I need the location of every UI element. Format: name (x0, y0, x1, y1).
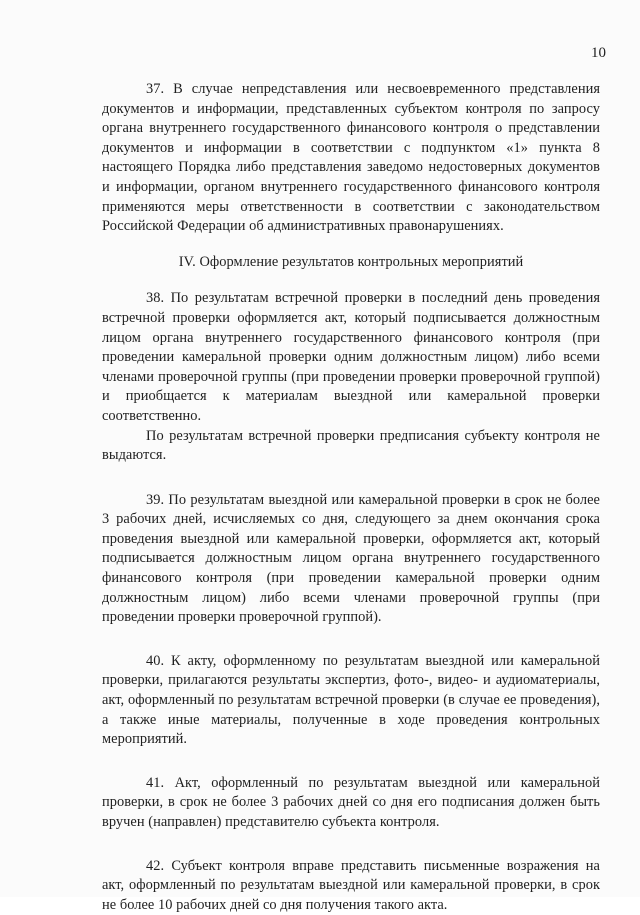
paragraph-38: 38. По результатам встречной проверки в последний день проведения встречной проверки оформляется акт, который подписывается должностным лицом органа внутреннего государственного финансового контроля (при проведении камеральной проверки одним должностным лицом) либо всеми членами проверочной группы (при проведении проверки проверочной группой) и приобщается к материалам выездной или камеральной проверки соответственно. (102, 290, 600, 424)
paragraph-42: 42. Субъект контроля вправе представить письменные возражения на акт, оформленный по результатам выездной или камеральной проверки, в срок не более 10 рабочих дней со дня получения такого акта. (102, 857, 600, 913)
paragraph-40: 40. К акту, оформленному по результатам выездной или камеральной проверки, прилагаются результаты экспертиз, фото-, видео- и аудиоматериалы, акт, оформленный по результатам встречной проверки (в случае ее проведения), а также иные материалы, полученные в ходе проведения контрольных мероприятий. (102, 652, 600, 748)
paragraph-38-continuation: По результатам встречной проверки предписания субъекту контроля не выдаются. (102, 427, 600, 464)
paragraph-39: 39. По результатам выездной или камеральной проверки в срок не более 3 рабочих дней, исчисляемых со дня, следующего за днем окончания срока проведения выездной или камеральной проверки, оформляется акт, который подписывается должностным лицом органа внутреннего государственного финансового контроля (при проведении камеральной проверки одним должностным лицом) либо всеми членами проверочной группы (при проведении проверки проверочной группой). (102, 491, 600, 626)
page-number: 10 (591, 45, 606, 61)
paragraph-41: 41. Акт, оформленный по результатам выездной или камеральной проверки, в срок не более 3 рабочих дней со дня его подписания должен быть вручен (направлен) представителю субъекта контроля. (102, 774, 600, 830)
paragraph-37: 37. В случае непредставления или несвоевременного представления документов и информации, представленных субъектом контроля по запросу органа внутреннего государственного финансового контроля о представлении документов и информации в соответствии с подпунктом «1» пункта 8 настоящего Порядка либо представления заведомо недостоверных документов и информации, органом внутреннего государственного финансового контроля применяются меры ответственности в соответствии с законодательством Российской Федерации об административных правонарушениях. (102, 81, 600, 235)
section-heading-iv: IV. Оформление результатов контрольных мероприятий (178, 253, 524, 270)
document-body (102, 80, 600, 915)
